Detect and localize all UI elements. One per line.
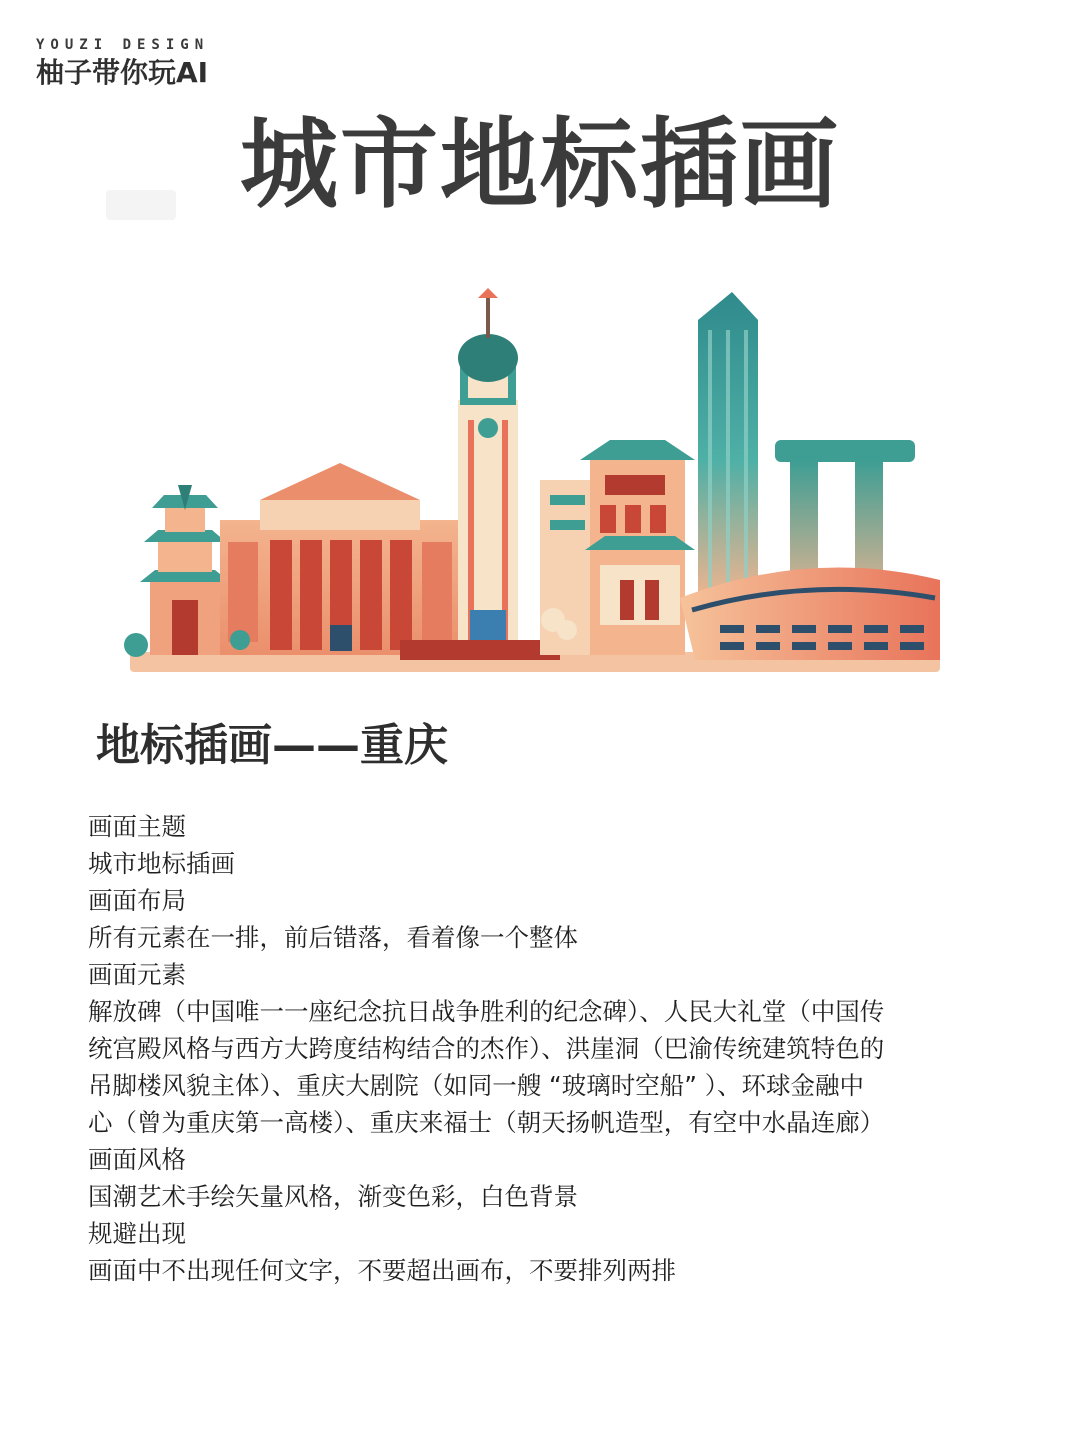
world-financial-center: [698, 292, 758, 600]
chongqing-landmarks-illustration: [120, 280, 950, 680]
line-text: 心（曾为重庆第一高楼）、重庆来福士（朝天扬帆造型，有空中水晶连廊）: [88, 1108, 885, 1137]
line-text: 画面中不出现任何文字，不要超出画布，不要排列两排: [88, 1256, 676, 1285]
line-text: 解放碑（中国唯一一座纪念抗日战争胜利的纪念碑）、人民大礼堂（中国传: [88, 997, 885, 1026]
peoples-great-hall: [220, 463, 460, 655]
brand-logo: [36, 36, 209, 90]
prompt-description: [88, 808, 988, 1289]
pagoda: [140, 485, 230, 655]
brand-chinese: 柚子带你玩AI: [36, 56, 209, 89]
line-text: 所有元素在一排，前后错落，看着像一个整体: [88, 923, 578, 952]
line-heading: 画面风格: [88, 1145, 186, 1174]
line-text: 吊脚楼风貌主体）、重庆大剧院（如同一艘 “玻璃时空船” ）、环球金融中: [88, 1071, 864, 1100]
tree: [124, 633, 148, 657]
hongyadong: [540, 440, 695, 655]
line-text: 国潮艺术手绘矢量风格，渐变色彩，白色背景: [88, 1182, 578, 1211]
line-heading: 画面主题: [88, 812, 186, 841]
line-heading: 规避出现: [88, 1219, 186, 1248]
brand-english: YOUZI DESIGN: [36, 37, 210, 53]
line-heading: 画面元素: [88, 960, 186, 989]
section-subtitle: 地标插画——重庆: [96, 720, 448, 771]
line-heading: 画面布局: [88, 886, 186, 915]
page-title: 城市地标插画: [239, 108, 840, 222]
line-text: 统宫殿风格与西方大跨度结构结合的杰作）、洪崖洞（巴渝传统建筑特色的: [88, 1034, 885, 1063]
tree: [230, 630, 250, 650]
line-text: 城市地标插画: [88, 849, 235, 878]
